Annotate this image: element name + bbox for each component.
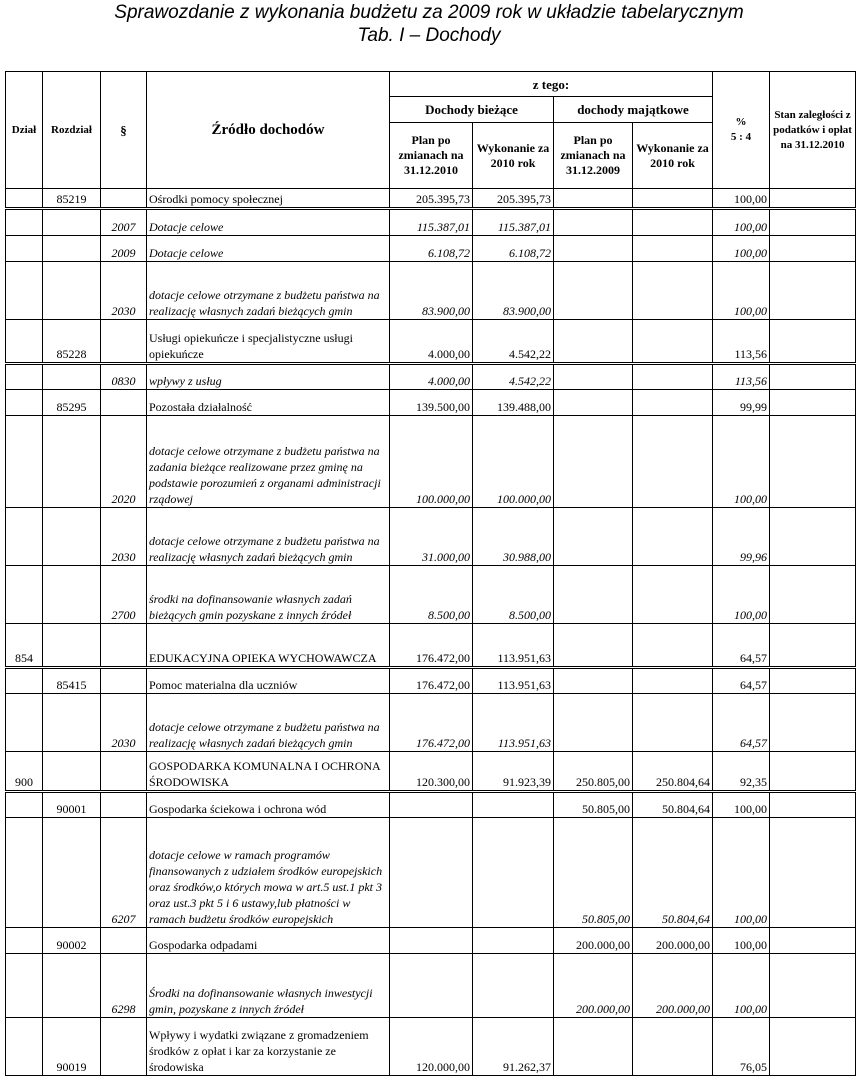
cell-paragraf: 2009 [101,236,147,262]
cell-zaleglosci [770,1018,856,1076]
header-dochody-biezace: Dochody bieżące [390,97,554,123]
table-row [6,668,856,694]
cell-procent: 100,00 [713,818,770,928]
table-row [6,320,856,364]
document-title: Sprawozdanie z wykonania budżetu za 2009 rok w układzie tabelarycznym [114,2,744,23]
cell-rozdzial: 90019 [43,1018,101,1076]
table-row [6,954,856,1018]
cell-procent: 100,00 [713,792,770,818]
cell-plan-biezace: 176.472,00 [390,668,473,694]
cell-zaleglosci [770,320,856,364]
cell-plan-majatkowe [554,416,633,508]
table-row [6,189,856,209]
cell-paragraf: 2030 [101,508,147,566]
cell-rozdzial: 85415 [43,668,101,694]
cell-rozdzial [43,566,101,624]
table-body [6,189,856,1076]
header-z-tego: z tego: [390,72,713,97]
cell-procent: 100,00 [713,928,770,954]
header-plan-biezace: Plan po zmianach na 31.12.2010 [390,123,473,189]
cell-wykonanie-majatkowe [633,320,713,364]
cell-plan-majatkowe [554,624,633,668]
table-row [6,236,856,262]
cell-zrodlo: Dotacje celowe [147,209,390,236]
cell-paragraf: 6298 [101,954,147,1018]
cell-rozdzial [43,624,101,668]
cell-zrodlo: GOSPODARKA KOMUNALNA I OCHRONA ŚRODOWISKA [147,752,390,792]
table-header [6,72,856,189]
cell-wykonanie-majatkowe [633,209,713,236]
cell-plan-biezace: 31.000,00 [390,508,473,566]
cell-procent: 100,00 [713,566,770,624]
cell-plan-majatkowe [554,262,633,320]
cell-wykonanie-biezace: 4.542,22 [473,320,554,364]
cell-wykonanie-biezace: 113.951,63 [473,624,554,668]
cell-zrodlo: Gospodarka ściekowa i ochrona wód [147,792,390,818]
cell-wykonanie-biezace: 205.395,73 [473,189,554,209]
cell-wykonanie-majatkowe [633,668,713,694]
cell-dzial [6,1018,43,1076]
cell-paragraf [101,390,147,416]
cell-plan-biezace: 176.472,00 [390,694,473,752]
cell-wykonanie-majatkowe [633,1018,713,1076]
cell-procent: 100,00 [713,416,770,508]
cell-wykonanie-biezace: 100.000,00 [473,416,554,508]
cell-zaleglosci [770,818,856,928]
cell-zrodlo: Środki na dofinansowanie własnych inwestycji gmin, pozyskane z innych źródeł [147,954,390,1018]
cell-plan-biezace: 176.472,00 [390,624,473,668]
cell-rozdzial: 85228 [43,320,101,364]
cell-wykonanie-majatkowe [633,624,713,668]
cell-plan-biezace: 4.000,00 [390,364,473,390]
header-procent [713,72,770,189]
cell-zaleglosci [770,752,856,792]
cell-plan-majatkowe [554,508,633,566]
cell-plan-biezace: 120.300,00 [390,752,473,792]
cell-plan-biezace: 120.000,00 [390,1018,473,1076]
cell-dzial [6,792,43,818]
cell-wykonanie-majatkowe [633,236,713,262]
cell-wykonanie-biezace: 115.387,01 [473,209,554,236]
cell-paragraf: 2700 [101,566,147,624]
cell-dzial [6,668,43,694]
cell-plan-majatkowe [554,390,633,416]
cell-rozdzial [43,262,101,320]
table-row [6,818,856,928]
cell-zaleglosci [770,954,856,1018]
cell-zrodlo: wpływy z usług [147,364,390,390]
cell-plan-majatkowe [554,364,633,390]
cell-wykonanie-majatkowe: 200.000,00 [633,954,713,1018]
cell-zaleglosci [770,416,856,508]
table-row [6,508,856,566]
cell-zaleglosci [770,189,856,209]
cell-plan-majatkowe: 200.000,00 [554,954,633,1018]
cell-wykonanie-biezace [473,928,554,954]
cell-wykonanie-majatkowe: 200.000,00 [633,928,713,954]
cell-dzial [6,928,43,954]
table-row [6,752,856,792]
cell-plan-majatkowe [554,668,633,694]
cell-dzial [6,364,43,390]
cell-zaleglosci [770,694,856,752]
cell-procent: 113,56 [713,364,770,390]
cell-zaleglosci [770,668,856,694]
cell-plan-biezace: 83.900,00 [390,262,473,320]
cell-procent: 99,96 [713,508,770,566]
cell-plan-biezace: 8.500,00 [390,566,473,624]
cell-dzial [6,390,43,416]
cell-wykonanie-biezace [473,954,554,1018]
cell-paragraf: 6207 [101,818,147,928]
header-dzial: Dział [6,72,43,189]
cell-rozdzial [43,694,101,752]
cell-wykonanie-majatkowe [633,390,713,416]
cell-rozdzial: 85295 [43,390,101,416]
cell-wykonanie-majatkowe [633,566,713,624]
cell-procent: 76,05 [713,1018,770,1076]
cell-wykonanie-biezace: 6.108,72 [473,236,554,262]
table-row [6,364,856,390]
cell-paragraf [101,320,147,364]
cell-paragraf: 2030 [101,262,147,320]
cell-zrodlo: dotacje celowe otrzymane z budżetu państwa na zadania bieżące realizowane przez gminę na podstawie porozumień z organami administracji rządowej [147,416,390,508]
header-wykonanie-biezace: Wykonanie za 2010 rok [473,123,554,189]
cell-rozdzial: 85219 [43,189,101,209]
cell-rozdzial [43,954,101,1018]
table-row [6,416,856,508]
table-row [6,928,856,954]
table-subtitle: Tab. I – Dochody [357,25,501,46]
cell-dzial [6,954,43,1018]
cell-plan-majatkowe [554,320,633,364]
cell-dzial: 854 [6,624,43,668]
cell-plan-majatkowe: 250.805,00 [554,752,633,792]
cell-paragraf [101,668,147,694]
cell-plan-biezace [390,792,473,818]
cell-paragraf: 2030 [101,694,147,752]
table-row [6,209,856,236]
cell-zrodlo: Dotacje celowe [147,236,390,262]
cell-paragraf [101,928,147,954]
income-table [5,71,856,1076]
cell-wykonanie-biezace: 83.900,00 [473,262,554,320]
header-rozdzial: Rozdział [43,72,101,189]
cell-zrodlo: Usługi opiekuńcze i specjalistyczne usługi opiekuńcze [147,320,390,364]
cell-zrodlo: Gospodarka odpadami [147,928,390,954]
cell-plan-biezace [390,928,473,954]
cell-rozdzial: 90002 [43,928,101,954]
cell-wykonanie-biezace: 113.951,63 [473,694,554,752]
cell-zrodlo: dotacje celowe otrzymane z budżetu państwa na realizację własnych zadań bieżących gmin [147,508,390,566]
table-row [6,792,856,818]
cell-procent: 100,00 [713,189,770,209]
cell-wykonanie-biezace [473,792,554,818]
cell-procent: 64,57 [713,624,770,668]
cell-procent: 100,00 [713,262,770,320]
cell-zrodlo: EDUKACYJNA OPIEKA WYCHOWAWCZA [147,624,390,668]
cell-plan-biezace: 4.000,00 [390,320,473,364]
cell-dzial [6,262,43,320]
cell-dzial [6,236,43,262]
cell-wykonanie-majatkowe: 50.804,64 [633,818,713,928]
cell-plan-biezace: 115.387,01 [390,209,473,236]
cell-plan-biezace: 139.500,00 [390,390,473,416]
cell-wykonanie-biezace: 4.542,22 [473,364,554,390]
cell-rozdzial [43,508,101,566]
cell-wykonanie-biezace: 91.262,37 [473,1018,554,1076]
cell-zrodlo: Ośrodki pomocy społecznej [147,189,390,209]
header-paragraf: § [101,72,147,189]
table-row [6,262,856,320]
cell-rozdzial: 90001 [43,792,101,818]
cell-wykonanie-majatkowe [633,416,713,508]
cell-dzial [6,694,43,752]
cell-zrodlo: dotacje celowe otrzymane z budżetu państwa na realizację własnych zadań bieżących gmin [147,262,390,320]
cell-wykonanie-biezace: 30.988,00 [473,508,554,566]
cell-rozdzial [43,209,101,236]
cell-plan-majatkowe: 50.805,00 [554,818,633,928]
cell-zrodlo: Pomoc materialna dla uczniów [147,668,390,694]
cell-zaleglosci [770,508,856,566]
table-row [6,1018,856,1076]
cell-procent: 100,00 [713,954,770,1018]
cell-rozdzial [43,818,101,928]
cell-rozdzial [43,364,101,390]
cell-wykonanie-majatkowe [633,262,713,320]
cell-dzial [6,416,43,508]
cell-zrodlo: Pozostała działalność [147,390,390,416]
cell-wykonanie-majatkowe [633,189,713,209]
cell-wykonanie-majatkowe [633,508,713,566]
cell-paragraf [101,792,147,818]
table-row [6,566,856,624]
cell-paragraf [101,189,147,209]
header-dochody-majatkowe: dochody majątkowe [554,97,713,123]
cell-plan-majatkowe [554,236,633,262]
cell-procent: 100,00 [713,236,770,262]
cell-zaleglosci [770,566,856,624]
cell-wykonanie-majatkowe: 50.804,64 [633,792,713,818]
cell-dzial [6,508,43,566]
cell-dzial [6,209,43,236]
cell-zaleglosci [770,236,856,262]
cell-rozdzial [43,752,101,792]
cell-zaleglosci [770,209,856,236]
cell-plan-biezace: 205.395,73 [390,189,473,209]
cell-paragraf: 0830 [101,364,147,390]
cell-wykonanie-biezace: 8.500,00 [473,566,554,624]
cell-wykonanie-biezace: 113.951,63 [473,668,554,694]
cell-plan-biezace: 6.108,72 [390,236,473,262]
cell-paragraf [101,752,147,792]
header-zaleglosci: Stan zaległości z podatków i opłat na 31.12.2010 [770,72,856,189]
cell-plan-majatkowe [554,566,633,624]
cell-zrodlo: dotacje celowe w ramach programów finansowanych z udziałem środków europejskich oraz środków,o których mowa w art.5 ust.1 pkt 3 oraz ust.3 pkt 5 i 6 ustawy,lub płatności w ramach budżetu środków europejskich [147,818,390,928]
cell-wykonanie-majatkowe [633,694,713,752]
cell-plan-biezace [390,818,473,928]
cell-rozdzial [43,416,101,508]
cell-plan-biezace: 100.000,00 [390,416,473,508]
header-plan-majatkowe: Plan po zmianach na 31.12.2009 [554,123,633,189]
cell-rozdzial [43,236,101,262]
header-wykonanie-majatkowe: Wykonanie za 2010 rok [633,123,713,189]
cell-dzial [6,189,43,209]
procent-sub-label: 5 : 4 [730,131,752,143]
cell-plan-majatkowe: 50.805,00 [554,792,633,818]
cell-procent: 113,56 [713,320,770,364]
cell-plan-majatkowe [554,209,633,236]
table-row [6,694,856,752]
cell-dzial [6,818,43,928]
table-row [6,390,856,416]
cell-procent: 64,57 [713,668,770,694]
cell-procent: 100,00 [713,209,770,236]
procent-label: % [735,116,747,128]
cell-wykonanie-biezace: 139.488,00 [473,390,554,416]
cell-dzial [6,566,43,624]
cell-wykonanie-biezace [473,818,554,928]
cell-procent: 92,35 [713,752,770,792]
cell-paragraf: 2020 [101,416,147,508]
cell-dzial [6,320,43,364]
cell-plan-majatkowe [554,694,633,752]
table-row [6,624,856,668]
cell-paragraf: 2007 [101,209,147,236]
cell-zaleglosci [770,262,856,320]
cell-zrodlo: Wpływy i wydatki związane z gromadzeniem środków z opłat i kar za korzystanie ze środowiska [147,1018,390,1076]
cell-paragraf [101,624,147,668]
cell-zaleglosci [770,624,856,668]
cell-zaleglosci [770,390,856,416]
cell-wykonanie-biezace: 91.923,39 [473,752,554,792]
cell-wykonanie-majatkowe [633,364,713,390]
cell-zrodlo: środki na dofinansowanie własnych zadań bieżących gmin pozyskane z innych źródeł [147,566,390,624]
cell-plan-majatkowe [554,189,633,209]
header-zrodlo: Źródło dochodów [147,72,390,189]
cell-zaleglosci [770,792,856,818]
cell-paragraf [101,1018,147,1076]
cell-zrodlo: dotacje celowe otrzymane z budżetu państwa na realizację własnych zadań bieżących gmin [147,694,390,752]
cell-procent: 64,57 [713,694,770,752]
cell-zaleglosci [770,364,856,390]
cell-zaleglosci [770,928,856,954]
cell-plan-biezace [390,954,473,1018]
cell-plan-majatkowe: 200.000,00 [554,928,633,954]
cell-procent: 99,99 [713,390,770,416]
cell-dzial: 900 [6,752,43,792]
cell-wykonanie-majatkowe: 250.804,64 [633,752,713,792]
cell-plan-majatkowe [554,1018,633,1076]
